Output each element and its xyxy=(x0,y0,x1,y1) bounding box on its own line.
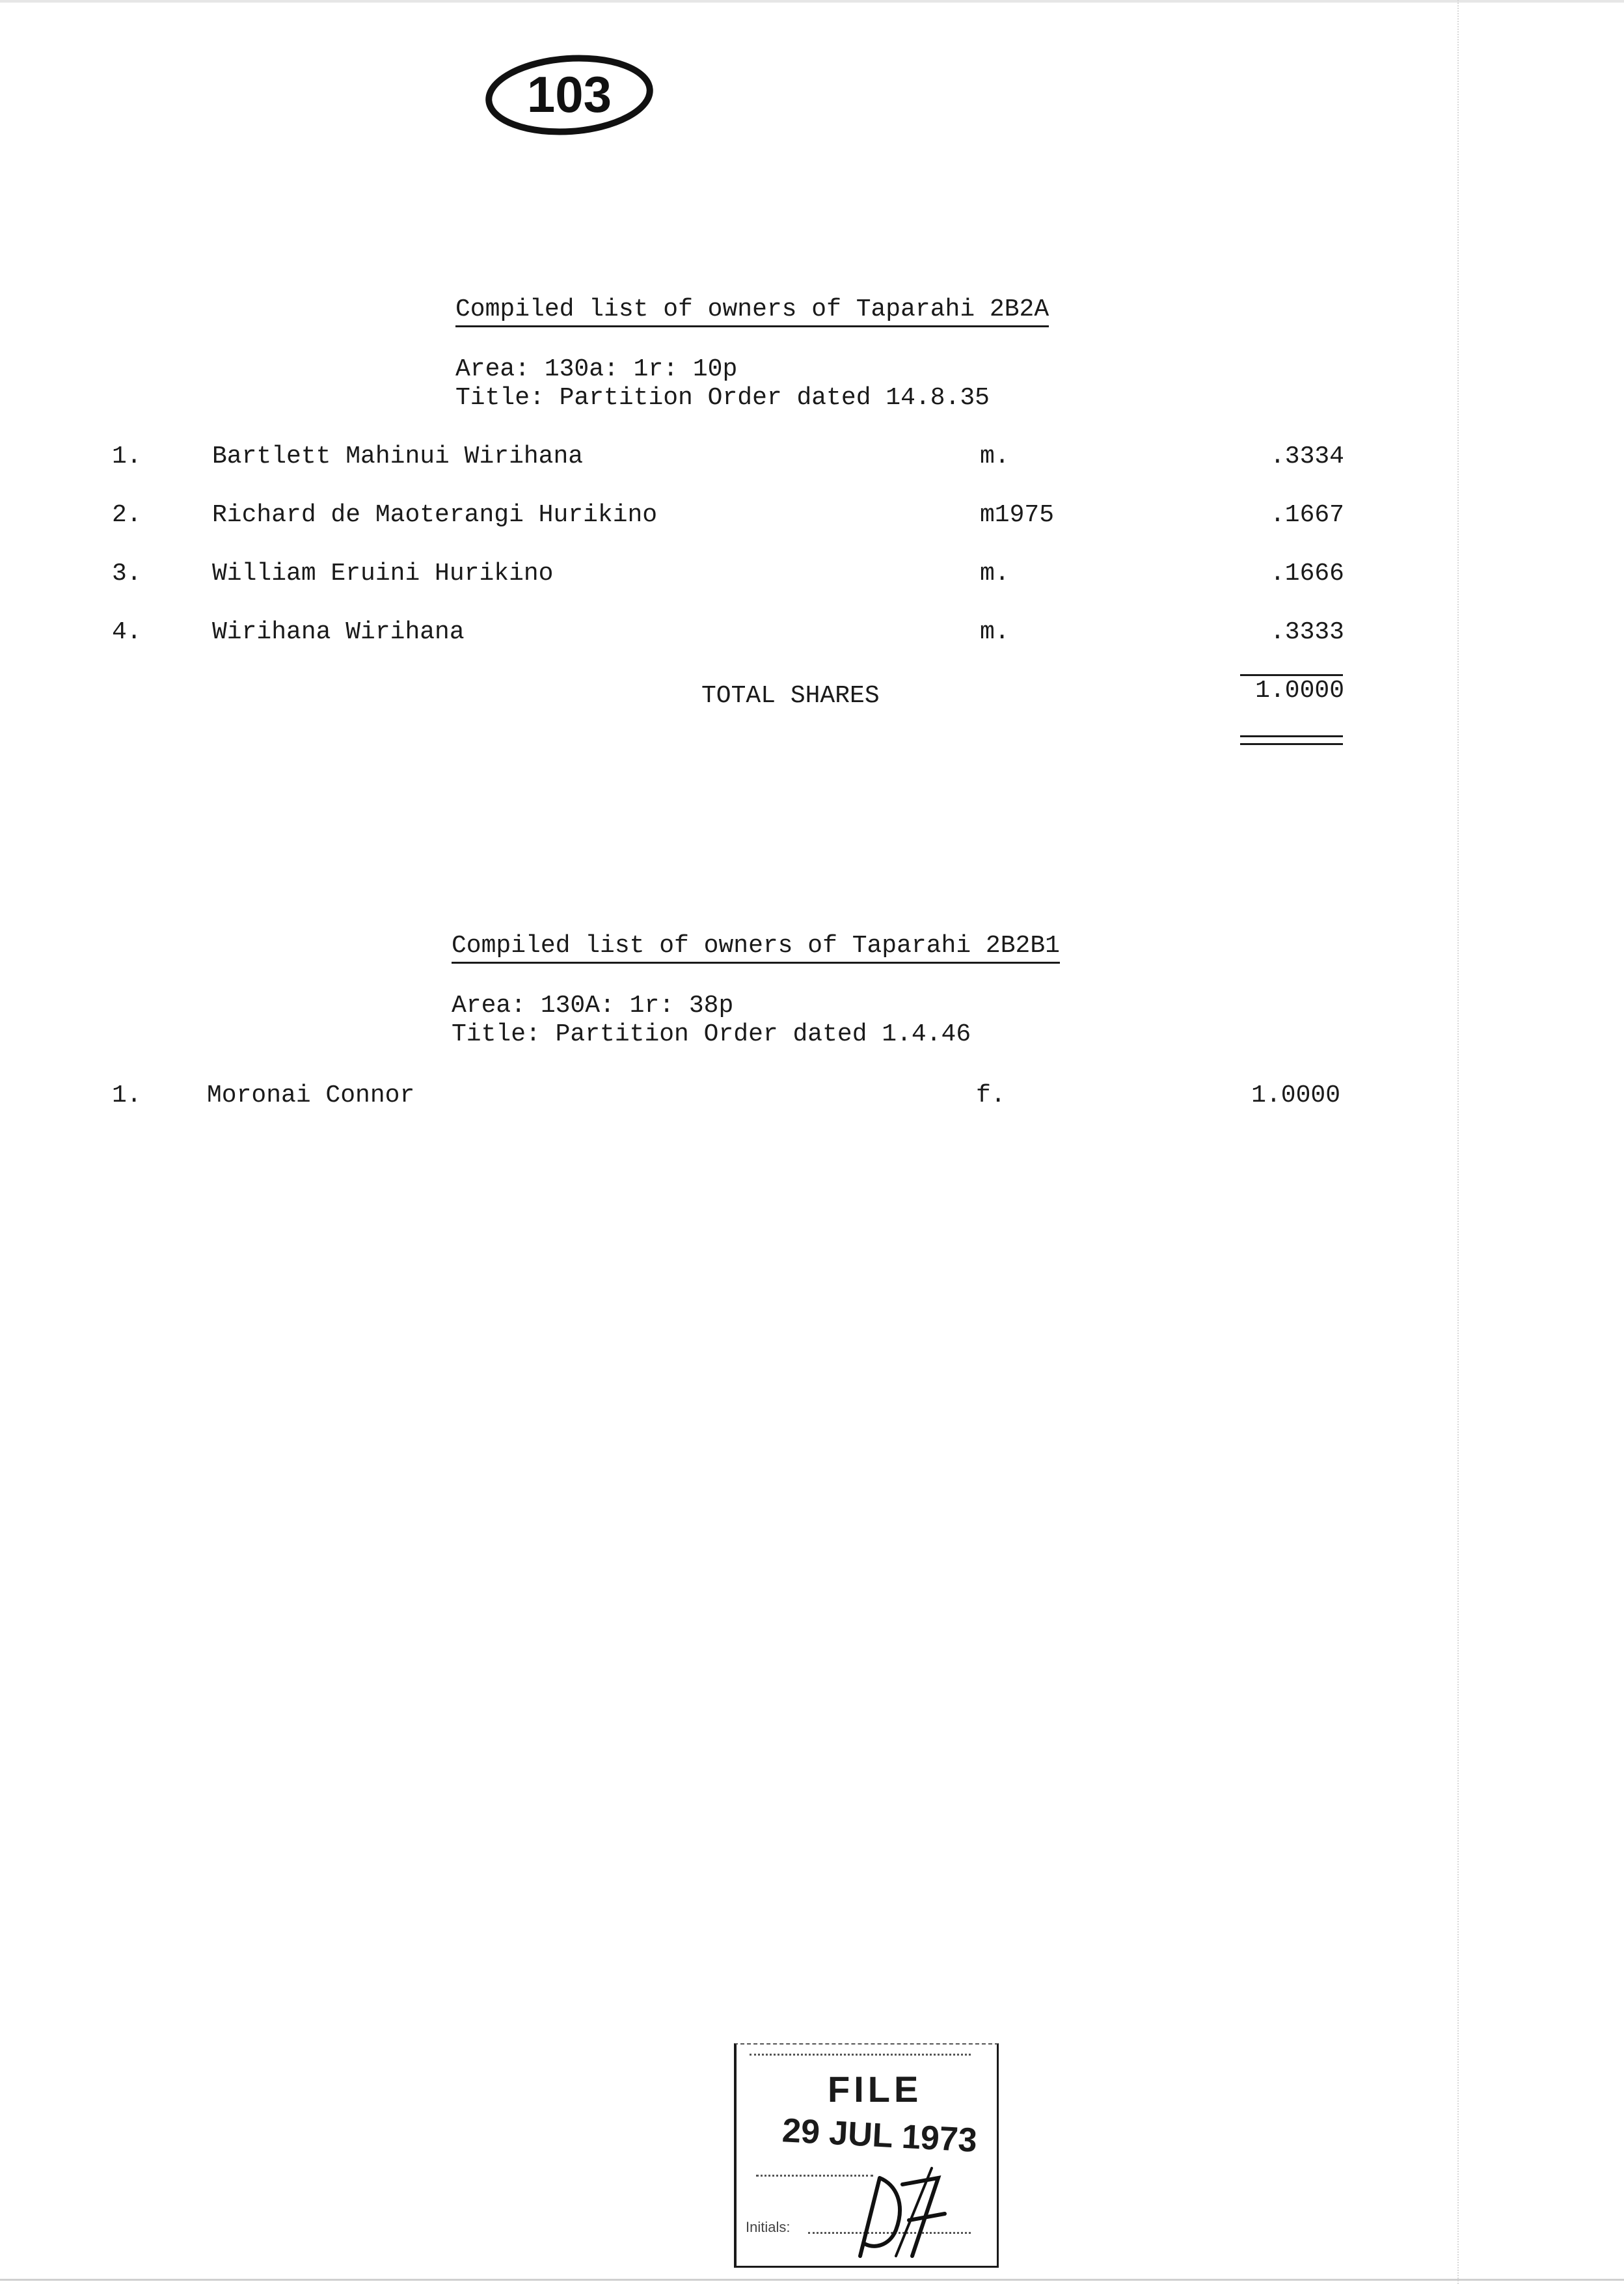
stamp-top-dots xyxy=(750,2054,971,2056)
section-1-heading: Compiled list of owners of Taparahi 2B2A xyxy=(455,295,1049,327)
owner-name: William Eruini Hurikino xyxy=(212,560,554,588)
folio-number xyxy=(481,52,657,140)
owner-number: 1. xyxy=(112,1081,142,1109)
owner-number: 3. xyxy=(112,560,142,588)
owner-number: 1. xyxy=(112,442,142,470)
owner-sex: m. xyxy=(980,442,1010,470)
section-2-area: Area: 130A: 1r: 38p xyxy=(452,992,734,1020)
owner-number: 2. xyxy=(112,501,142,529)
total-shares-value: 1.0000 xyxy=(1255,677,1344,705)
folio-circle-icon xyxy=(481,52,657,140)
owner-share: .1666 xyxy=(1269,560,1344,588)
owner-sex: m. xyxy=(980,618,1010,646)
total-shares-label: TOTAL SHARES xyxy=(701,682,880,710)
scan-edge-bottom xyxy=(0,2279,1624,2281)
owner-name: Moronai Connor xyxy=(207,1081,415,1109)
file-stamp xyxy=(734,2043,999,2268)
section-2-heading: Compiled list of owners of Taparahi 2B2B1 xyxy=(452,932,1060,964)
stamp-date: 29 JUL 1973 xyxy=(781,2112,979,2160)
scan-edge-right xyxy=(1457,0,1460,2284)
owner-share: .3334 xyxy=(1269,442,1344,470)
owner-sex: m1975 xyxy=(980,501,1055,529)
total-rule-double-1 xyxy=(1240,735,1343,737)
owner-name: Richard de Maoterangi Hurikino xyxy=(212,501,658,529)
stamp-file-label: FILE xyxy=(828,2069,923,2110)
owner-number: 4. xyxy=(112,618,142,646)
owner-sex: f. xyxy=(976,1081,1006,1109)
owner-name: Wirihana Wirihana xyxy=(212,618,465,646)
owner-name: Bartlett Mahinui Wirihana xyxy=(212,442,584,470)
owner-sex: m. xyxy=(980,560,1010,588)
owner-share: .1667 xyxy=(1269,501,1344,529)
total-rule-top xyxy=(1240,674,1343,676)
stamp-initials-label: Initials: xyxy=(746,2219,791,2235)
handwritten-initials-icon xyxy=(834,2158,964,2263)
section-1-area: Area: 130a: 1r: 10p xyxy=(455,355,738,383)
owner-share: 1.0000 xyxy=(1251,1081,1340,1109)
section-1-title: Title: Partition Order dated 14.8.35 xyxy=(455,384,990,412)
section-2-title: Title: Partition Order dated 1.4.46 xyxy=(452,1020,971,1048)
total-rule-double-2 xyxy=(1240,743,1343,745)
owner-share: .3333 xyxy=(1269,618,1344,646)
folio-number-text: 103 xyxy=(526,66,612,123)
scan-edge-top xyxy=(0,0,1624,3)
